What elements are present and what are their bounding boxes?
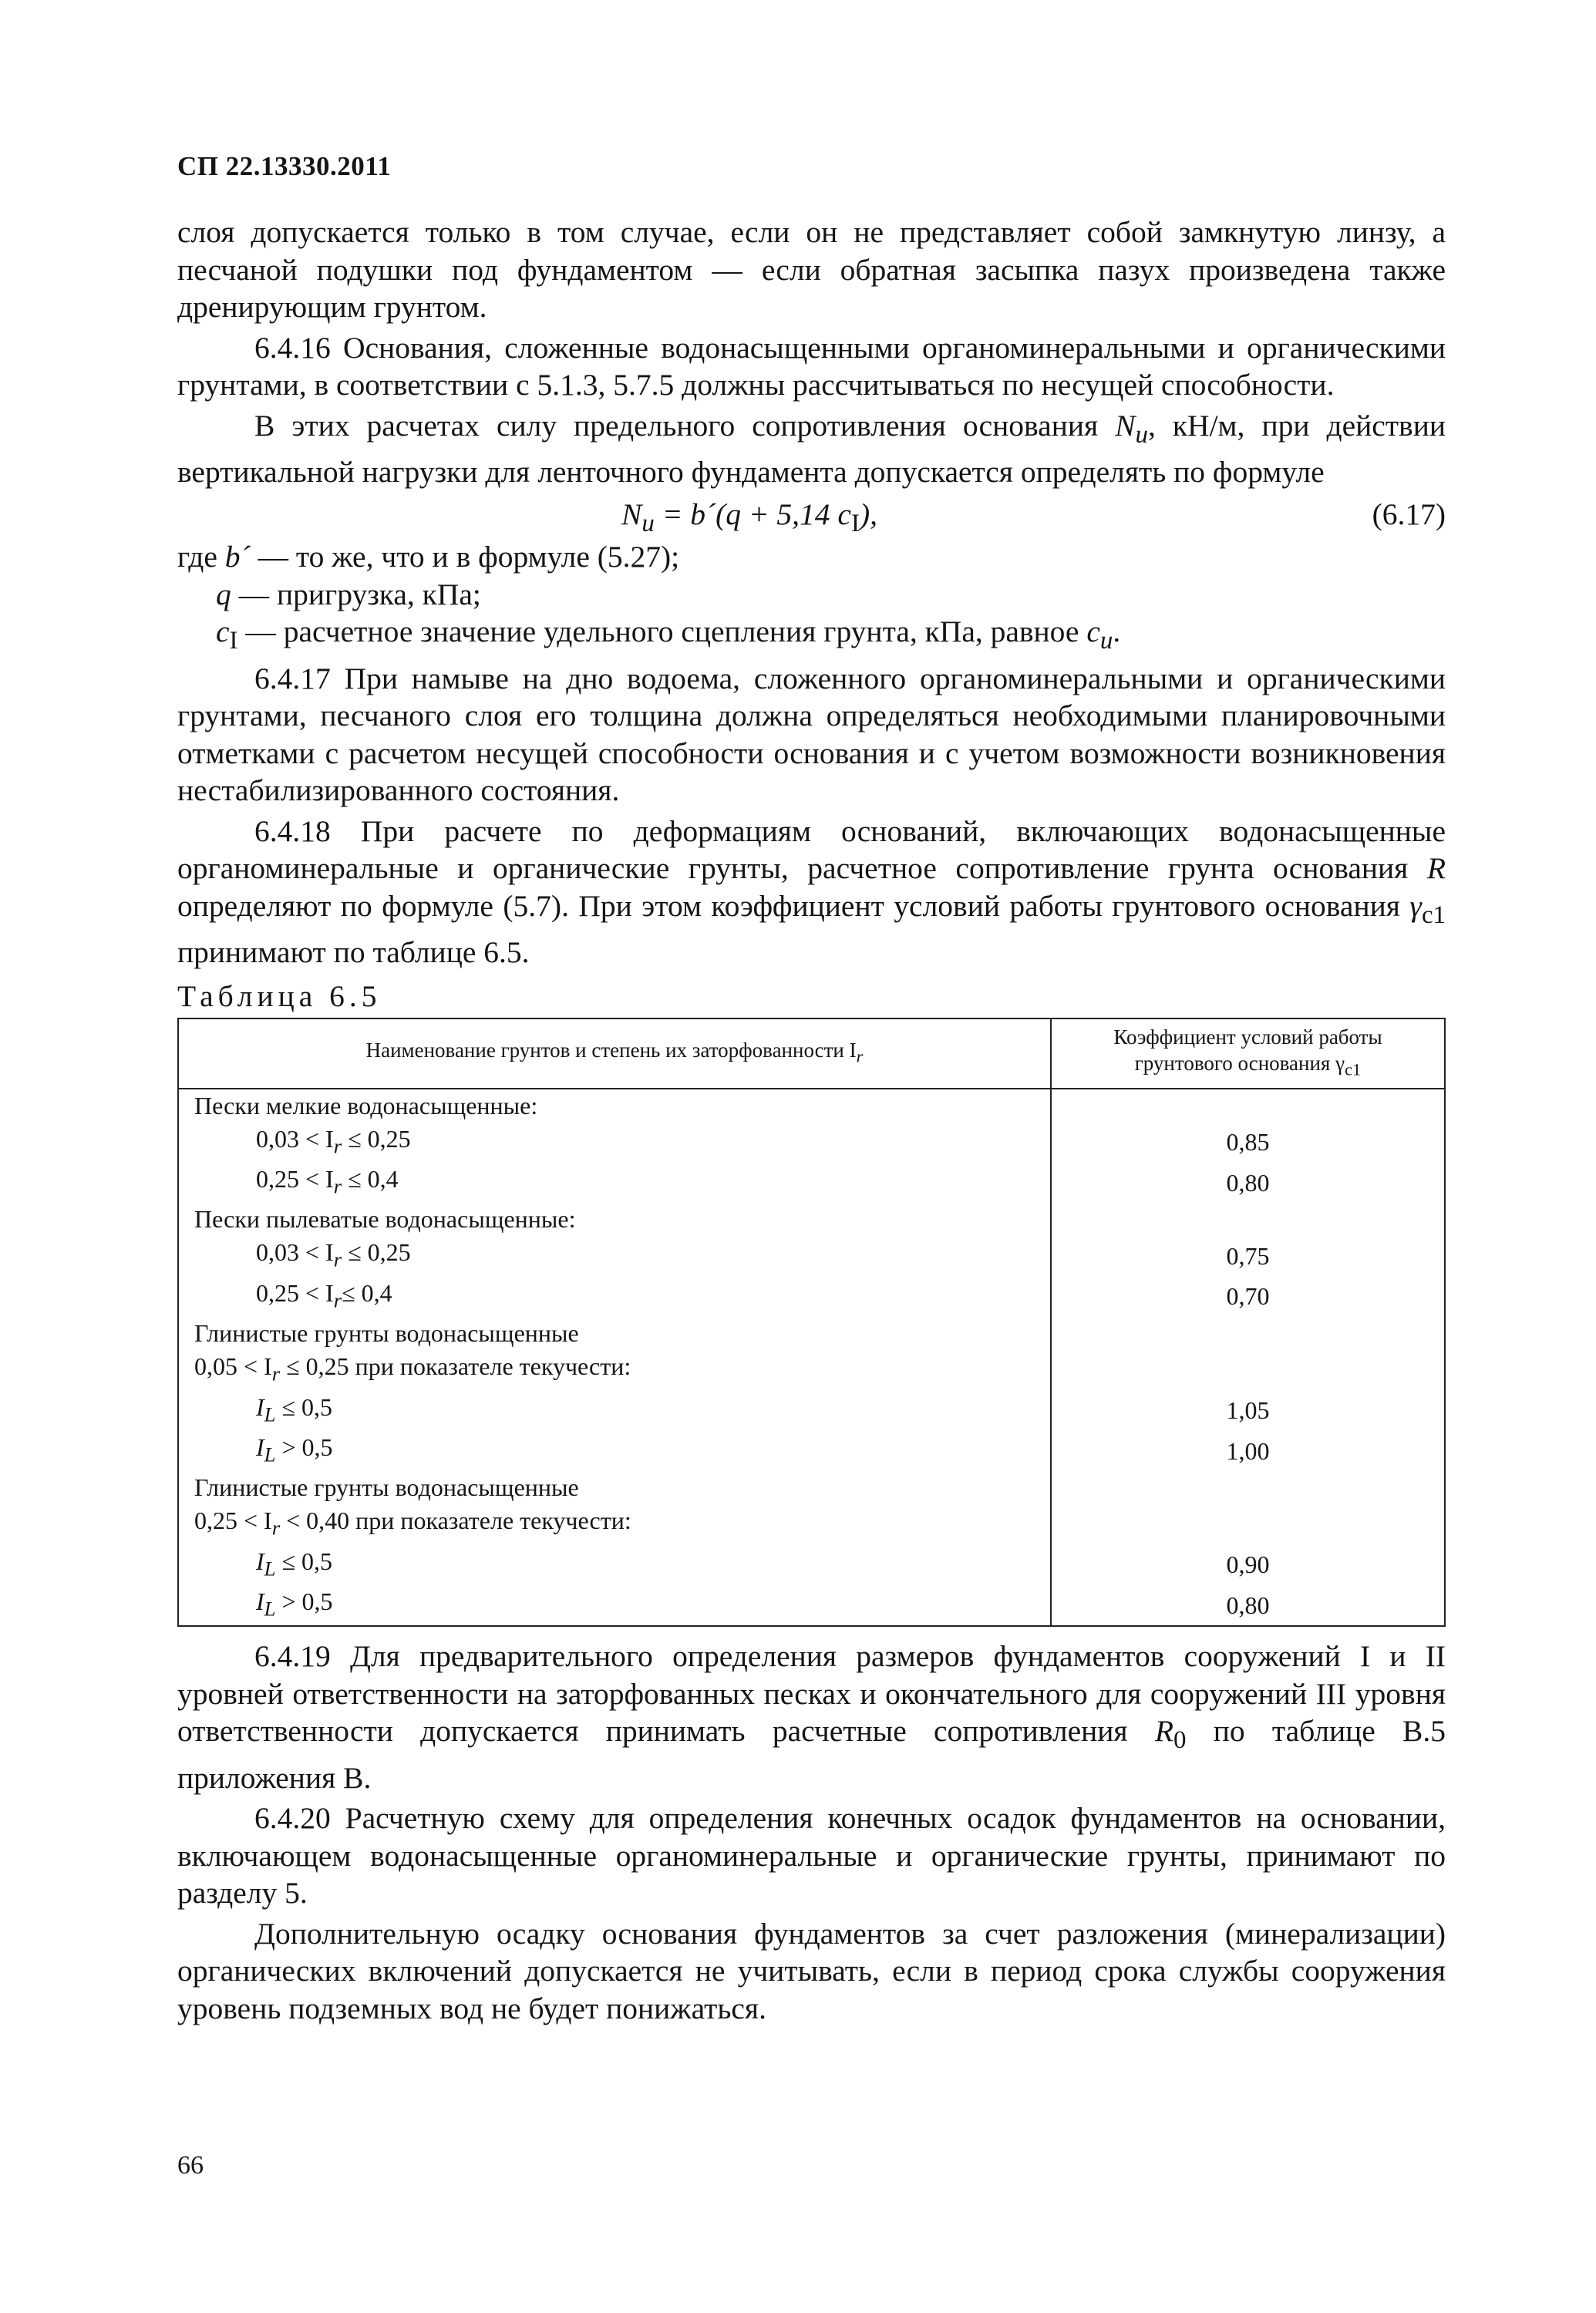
paragraph-calculation-intro: В этих расчетах силу предельного сопротивления основания $N_u$, кН/м, при действии вертикальной нагрузки для ленточного фундамента допускается определять по формуле bbox=[177, 408, 1446, 489]
paragraph-6-4-16: 6.4.16 Основания, сложенные водонасыщенными органоминеральными и органическими грунтами, в соответствии с 5.1.3, 5.7.5 должны рассчитываться по несущей способности. bbox=[177, 330, 1446, 402]
table-cell-value: 0,75 bbox=[1051, 1236, 1445, 1276]
table-6-5 bbox=[177, 1018, 1446, 1627]
table-cell-value: 0,80 bbox=[1051, 1163, 1445, 1203]
table-row bbox=[178, 1585, 1445, 1626]
table-cell-soil: $I_L > 0,5$ bbox=[178, 1585, 1051, 1626]
table-cell-value bbox=[1051, 1317, 1445, 1350]
page-number: 66 bbox=[177, 2151, 204, 2180]
table-row bbox=[178, 1163, 1445, 1203]
table-caption: Таблица 6.5 bbox=[177, 978, 382, 1013]
table-cell-soil: $0,25 < I_r\le 0,4$ bbox=[178, 1277, 1051, 1317]
table-cell-soil: Пески мелкие водонасыщенные: bbox=[178, 1089, 1051, 1123]
table-cell-soil: $0,03 < I_r \le 0,25$ bbox=[178, 1123, 1051, 1163]
formula-expression: $N_u$ = b´(q + 5,14 $c_I$), bbox=[621, 497, 877, 538]
table-cell-soil: Глинистые грунты водонасыщенные bbox=[178, 1317, 1051, 1350]
table-cell-soil: $I_L \le 0,5$ bbox=[178, 1545, 1051, 1585]
table-row bbox=[178, 1236, 1445, 1276]
table-row bbox=[178, 1317, 1445, 1350]
table-row bbox=[178, 1350, 1445, 1390]
table-row bbox=[178, 1504, 1445, 1544]
definition-c1: $c_I$ — расчетное значение удельного сцепления грунта, кПа, равное $c_u$. bbox=[216, 614, 1121, 655]
table-row bbox=[178, 1277, 1445, 1317]
formula-6-17 bbox=[177, 490, 1446, 538]
paragraph-6-4-18: 6.4.18 При расчете по деформациям оснований, включающих водонасыщенные органоминеральные и органические грунты, расчетное сопротивление грунта основания R определяют по формуле (5.7). При этом коэффициент условий работы грунтового основания $\gamma_{c1}$ принимают по таблице 6.5. bbox=[177, 813, 1446, 970]
table-cell-value: 1,00 bbox=[1051, 1431, 1445, 1471]
table-cell-soil: $0,05 < I_r \le 0,25$ при показателе текучести: bbox=[178, 1350, 1051, 1390]
paragraph-additional-settlement: Дополнительную осадку основания фундаментов за счет разложения (минерализации) органических включений допускается не учитывать, если в период срока службы сооружения уровень подземных вод не будет понижаться. bbox=[177, 1916, 1446, 2025]
table-row bbox=[178, 1545, 1445, 1585]
paragraph-6-4-17: 6.4.17 При намыве на дно водоема, сложенного органоминеральными и органическими грунтами, песчаного слоя его толщина должна определяться необходимыми планировочными отметками с расчетом несущей способности основания и с учетом возможности возникновения нестабилизированного состояния. bbox=[177, 661, 1446, 808]
table-row bbox=[178, 1203, 1445, 1236]
document-code-header: СП 22.13330.2011 bbox=[177, 151, 392, 181]
paragraph-6-4-20: 6.4.20 Расчетную схему для определения конечных осадок фундаментов на основании, включающем водонасыщенные органоминеральные и органические грунты, принимают по разделу 5. bbox=[177, 1801, 1446, 1911]
table-row bbox=[178, 1471, 1445, 1504]
table-row bbox=[178, 1089, 1445, 1123]
document-body bbox=[177, 214, 1446, 2027]
table-cell-soil: $0,25 < I_r < 0,40$ при показателе текучести: bbox=[178, 1504, 1051, 1544]
table-cell-soil: Пески пылеватые водонасыщенные: bbox=[178, 1203, 1051, 1236]
table-row bbox=[178, 1391, 1445, 1431]
table-cell-value bbox=[1051, 1504, 1445, 1544]
definition-b: где b´ — то же, что и в формуле (5.27); bbox=[177, 540, 680, 574]
table-cell-value: 1,05 bbox=[1051, 1391, 1445, 1431]
table-cell-soil: $0,03 < I_r \le 0,25$ bbox=[178, 1236, 1051, 1276]
table-cell-soil: $0,25 < I_r \le 0,4$ bbox=[178, 1163, 1051, 1203]
table-cell-value bbox=[1051, 1203, 1445, 1236]
paragraph-6-4-19: 6.4.19 Для предварительного определения размеров фундаментов сооружений I и II уровней ответственности на заторфованных песках и окончательного для сооружений III уровня ответственности допускается принимать расчетные сопротивления $R_0$ по таблице В.5 приложения В. bbox=[177, 1639, 1446, 1795]
formula-explanation bbox=[177, 538, 1446, 659]
paragraph-continuation: слоя допускается только в том случае, если он не представляет собой замкнутую линзу, а песчаной подушки под фундаментом — если обратная засыпка пазух произведена также дренирующим грунтом. bbox=[177, 215, 1446, 324]
table-cell-value bbox=[1051, 1471, 1445, 1504]
table-row bbox=[178, 1431, 1445, 1471]
formula-number: (6.17) bbox=[1372, 497, 1446, 532]
table-cell-value bbox=[1051, 1089, 1445, 1123]
table-cell-soil: $I_L > 0,5$ bbox=[178, 1431, 1051, 1471]
column-header-soil: Наименование грунтов и степень их заторфованности $I_r$ bbox=[178, 1018, 1051, 1088]
table-cell-soil: $I_L \le 0,5$ bbox=[178, 1391, 1051, 1431]
table-cell-value bbox=[1051, 1350, 1445, 1390]
table-cell-value: 0,85 bbox=[1051, 1123, 1445, 1163]
table-cell-value: 0,80 bbox=[1051, 1585, 1445, 1626]
table-cell-value: 0,90 bbox=[1051, 1545, 1445, 1585]
table-row bbox=[178, 1123, 1445, 1163]
table-cell-value: 0,70 bbox=[1051, 1277, 1445, 1317]
table-cell-soil: Глинистые грунты водонасыщенные bbox=[178, 1471, 1051, 1504]
definition-q: q — пригрузка, кПа; bbox=[216, 577, 481, 611]
column-header-coefficient: Коэффициент условий работы грунтового основания $\gamma_{c1}$ bbox=[1051, 1018, 1445, 1088]
table-header-row bbox=[178, 1018, 1445, 1088]
